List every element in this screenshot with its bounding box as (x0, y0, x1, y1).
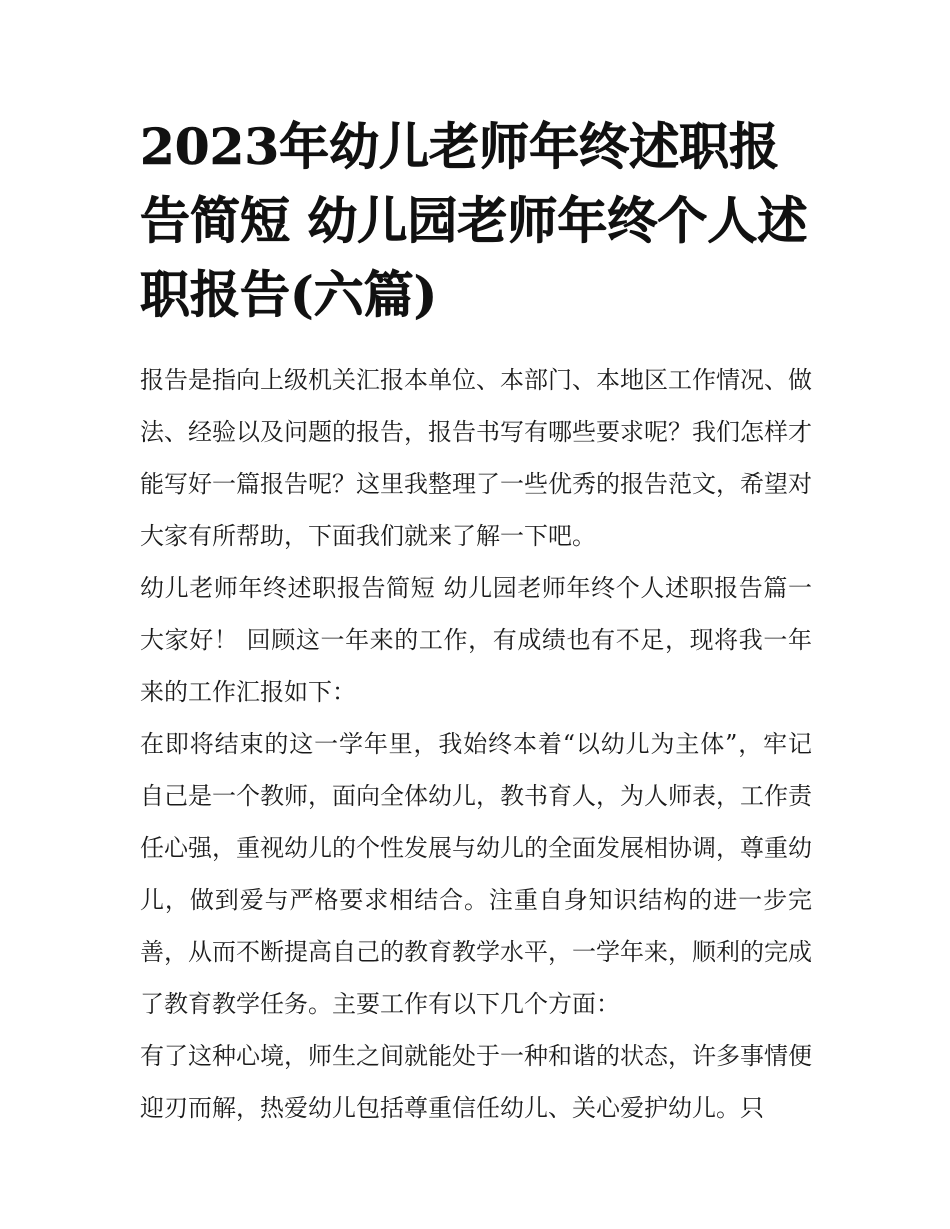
paragraph-work-summary: 在即将结束的这一学年里，我始终本着“以幼儿为主体”，牢记自己是一个教师，面向全体幼儿，教书育人，为人师表，工作责任心强，重视幼儿的个性发展与幼儿的全面发展相协调，尊重幼儿，做到爱与严格要求相结合。注重自身知识结构的进一步完善，从而不断提高自己的教育教学水平，一学年来，顺利的完成了教育教学任务。主要工作有以下几个方面： (140, 730, 812, 1018)
paragraph-harmony: 有了这种心境，师生之间就能处于一种和谐的状态，许多事情便迎刃而解，热爱幼儿包括尊重信任幼儿、关心爱护幼儿。只 (140, 1042, 812, 1122)
paragraph-section-one-heading: 幼儿老师年终述职报告简短 幼儿园老师年终个人述职报告篇一 大家好！ 回顾这一年来的工作，有成绩也有不足，现将我一年来的工作汇报如下： (140, 574, 812, 706)
document-title: 2023年幼儿老师年终述职报告简短 幼儿园老师年终个人述职报告(六篇) (140, 117, 808, 324)
document-body (140, 110, 812, 1134)
paragraph-intro: 报告是指向上级机关汇报本单位、本部门、本地区工作情况、做法、经验以及问题的报告，报告书写有哪些要求呢？我们怎样才能写好一篇报告呢？这里我整理了一些优秀的报告范文，希望对大家有所帮助，下面我们就来了解一下吧。 (140, 366, 812, 550)
